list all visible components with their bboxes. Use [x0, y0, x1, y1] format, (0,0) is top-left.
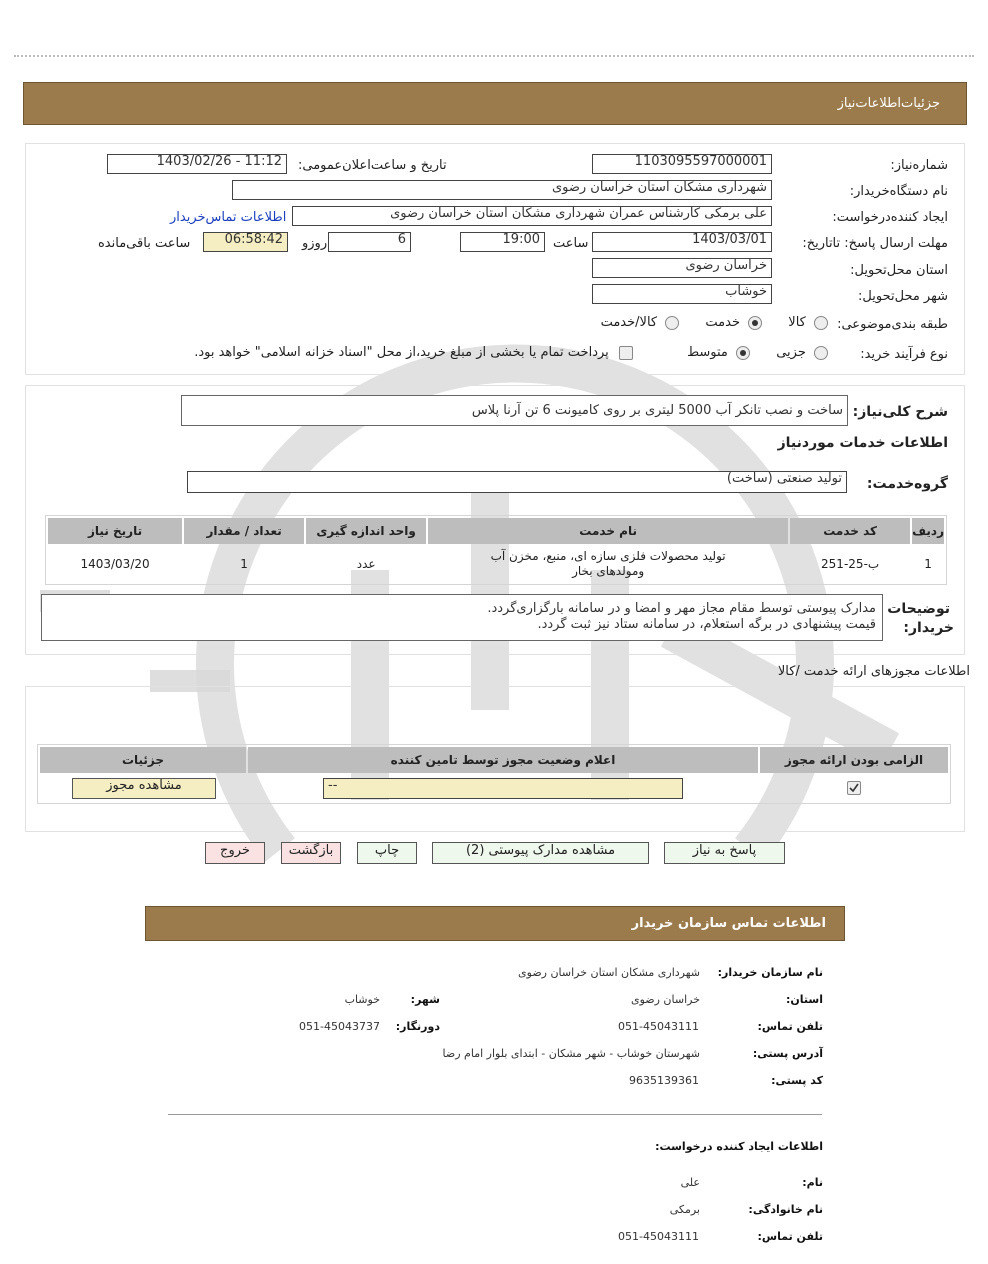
- buyer-notes-line-2: قیمت پیشنهادی در برگه استعلام، در سامانه ستاد نیز ثبت گردد.: [537, 617, 876, 632]
- city-label: شهر محل‌تحویل:: [858, 289, 948, 304]
- service-table-wrap: [45, 515, 947, 585]
- col-unit: واحد اندازه گیری: [306, 518, 426, 544]
- summary-field: ساخت و نصب تانکر آب 5000 لیتری بر روی کامیونت 6 تن آرنا پلاس: [181, 395, 848, 426]
- check-icon: [848, 782, 860, 794]
- creator-phone-label: تلفن تماس:: [757, 1230, 823, 1243]
- creator-name-label: نام:: [802, 1176, 823, 1189]
- summary-label: شرح کلی‌نیاز:: [852, 404, 948, 420]
- service-group-label: گروه‌خدمت:: [866, 476, 948, 492]
- contact-address: شهرستان خوشاب - شهر مشکان - ابتدای بلوار امام رضا: [442, 1047, 700, 1060]
- contact-province: خراسان رضوی: [630, 993, 700, 1006]
- table-row: [48, 546, 944, 582]
- contact-city-label: شهر:: [410, 993, 440, 1006]
- creator-family: برمکی: [669, 1203, 700, 1216]
- permits-heading: اطلاعات مجوزهای ارائه خدمت /کالا: [777, 664, 970, 679]
- services-heading: اطلاعات خدمات موردنیاز: [777, 435, 948, 451]
- process-medium-label: متوسط: [687, 345, 728, 360]
- process-label: نوع فرآیند خرید:: [860, 347, 948, 362]
- contact-postal: 9635139361: [629, 1074, 699, 1087]
- category-goods-radio[interactable]: [814, 316, 828, 330]
- cell-unit: عدد: [356, 557, 376, 571]
- page-header-bar: [23, 82, 967, 125]
- buyer-contact-link[interactable]: اطلاعات تماس‌خریدار: [170, 210, 287, 225]
- pub-date-field: 1403/02/26 - 11:12: [107, 154, 287, 174]
- process-options: [194, 345, 828, 360]
- need-number-field: 1103095597000001: [592, 154, 772, 174]
- permits-table-header: [40, 747, 948, 773]
- col-date: تاریخ نیاز: [48, 518, 182, 544]
- contact-divider: [168, 1114, 822, 1115]
- contact-fax: 051-45043737: [299, 1020, 380, 1033]
- creator-heading: اطلاعات ایجاد کننده درخواست:: [655, 1140, 823, 1153]
- category-service-label: خدمت: [705, 315, 740, 330]
- service-table: [46, 516, 946, 584]
- contact-phone: 051-45043111: [618, 1020, 699, 1033]
- cell-row: 1: [924, 557, 932, 571]
- cell-qty: 1: [240, 557, 248, 571]
- buyer-notes-label-2: خریدار:: [903, 620, 954, 636]
- days-field: 6: [328, 232, 411, 252]
- deadline-label: مهلت ارسال پاسخ: تاتاریخ:: [802, 236, 948, 251]
- contact-city: خوشاب: [344, 993, 380, 1006]
- cell-code: ب-25-251: [821, 557, 880, 571]
- creator-name: علی: [680, 1176, 700, 1189]
- remaining-time-field: 06:58:42: [203, 232, 288, 252]
- col-name: نام خدمت: [428, 518, 788, 544]
- contact-header-bar: [145, 906, 845, 941]
- need-number-label: شماره‌نیاز:: [890, 158, 948, 173]
- category-goods-service-label: کالا/خدمت: [600, 315, 658, 330]
- contact-phone-label: تلفن تماس:: [757, 1020, 823, 1033]
- col-permit-status: اعلام وضعیت مجوز توسط تامین کننده: [248, 747, 758, 773]
- cell-name: تولید محصولات فلزی سازه ای، منبع، مخزن آب ومولدهای بخار: [490, 549, 726, 578]
- back-button[interactable]: بازگشت: [281, 842, 341, 864]
- buyer-label: نام دستگاه‌خریدار:: [849, 184, 948, 199]
- creator-family-label: نام خانوادگی:: [748, 1203, 823, 1216]
- col-permit-details: جزئیات: [40, 747, 246, 773]
- creator-label: ایجاد کننده‌درخواست:: [832, 210, 948, 225]
- deadline-date-field: 1403/03/01: [592, 232, 772, 252]
- service-table-header: [48, 518, 944, 544]
- treasury-payment-checkbox[interactable]: [619, 346, 633, 360]
- buyer-notes-line-1: مدارک پیوستی توسط مقام مجاز مهر و امضا و در سامانه بارگزاری‌گردد.: [487, 601, 876, 616]
- deadline-time-label: ساعت: [553, 236, 589, 251]
- buyer-notes-field: [41, 594, 883, 641]
- process-minor-label: جزیی: [776, 345, 806, 360]
- pub-date-label: تاریخ و ساعت‌اعلان‌عمومی:: [298, 158, 447, 173]
- remaining-label: ساعت باقی‌مانده: [98, 236, 191, 251]
- creator-field: علی برمکی کارشناس عمران شهرداری مشکان استان خراسان رضوی: [292, 206, 772, 226]
- view-permit-button[interactable]: مشاهده مجوز: [72, 778, 216, 799]
- col-qty: تعداد / مقدار: [184, 518, 304, 544]
- buyer-notes-label-1: توضیحات: [887, 601, 950, 617]
- exit-button[interactable]: خروج: [205, 842, 265, 864]
- permit-status-field: --: [323, 778, 683, 799]
- buyer-field: شهرداری مشکان استان خراسان رضوی: [232, 180, 772, 200]
- contact-postal-label: کد پستی:: [771, 1074, 823, 1087]
- city-field: خوشاب: [592, 284, 772, 304]
- reply-button[interactable]: پاسخ به نیاز: [664, 842, 785, 864]
- category-service-radio[interactable]: [748, 316, 762, 330]
- creator-phone: 051-45043111: [618, 1230, 699, 1243]
- contact-org: شهرداری مشکان استان خراسان رضوی: [518, 966, 700, 979]
- category-options: [597, 315, 828, 330]
- top-divider: [14, 55, 974, 57]
- process-minor-radio[interactable]: [814, 346, 828, 360]
- province-label: استان محل‌تحویل:: [850, 263, 948, 278]
- print-button[interactable]: چاپ: [357, 842, 417, 864]
- contact-address-label: آدرس پستی:: [752, 1047, 823, 1060]
- need-details-panel: [25, 143, 965, 375]
- contact-heading: اطلاعات تماس سازمان خریدار: [631, 916, 826, 931]
- days-label: روزو: [302, 236, 328, 251]
- page-title: جزئیات‌اطلاعات‌نیاز: [837, 96, 940, 111]
- col-row: ردیف: [912, 518, 944, 544]
- col-permit-required: الزامی بودن ارائه مجوز: [760, 747, 948, 773]
- contact-org-label: نام سازمان خریدار:: [717, 966, 823, 979]
- category-label: طبقه بندی‌موضوعی:: [837, 317, 948, 332]
- permit-required-checkbox[interactable]: [847, 781, 861, 795]
- category-goods-label: کالا: [788, 315, 806, 330]
- cell-date: 1403/03/20: [80, 557, 150, 571]
- deadline-time-field: 19:00: [460, 232, 545, 252]
- col-code: کد خدمت: [790, 518, 910, 544]
- contact-province-label: استان:: [786, 993, 823, 1006]
- province-field: خراسان رضوی: [592, 258, 772, 278]
- attachments-button[interactable]: مشاهده مدارک پیوستی (2): [432, 842, 649, 864]
- treasury-payment-note: پرداخت تمام یا بخشی از مبلغ خرید،از محل "اسناد خزانه اسلامی" خواهد بود.: [194, 345, 609, 360]
- service-group-field: تولید صنعتی (ساخت): [187, 471, 847, 493]
- process-medium-radio[interactable]: [736, 346, 750, 360]
- category-goods-service-radio[interactable]: [665, 316, 679, 330]
- contact-fax-label: دورنگار:: [395, 1020, 440, 1033]
